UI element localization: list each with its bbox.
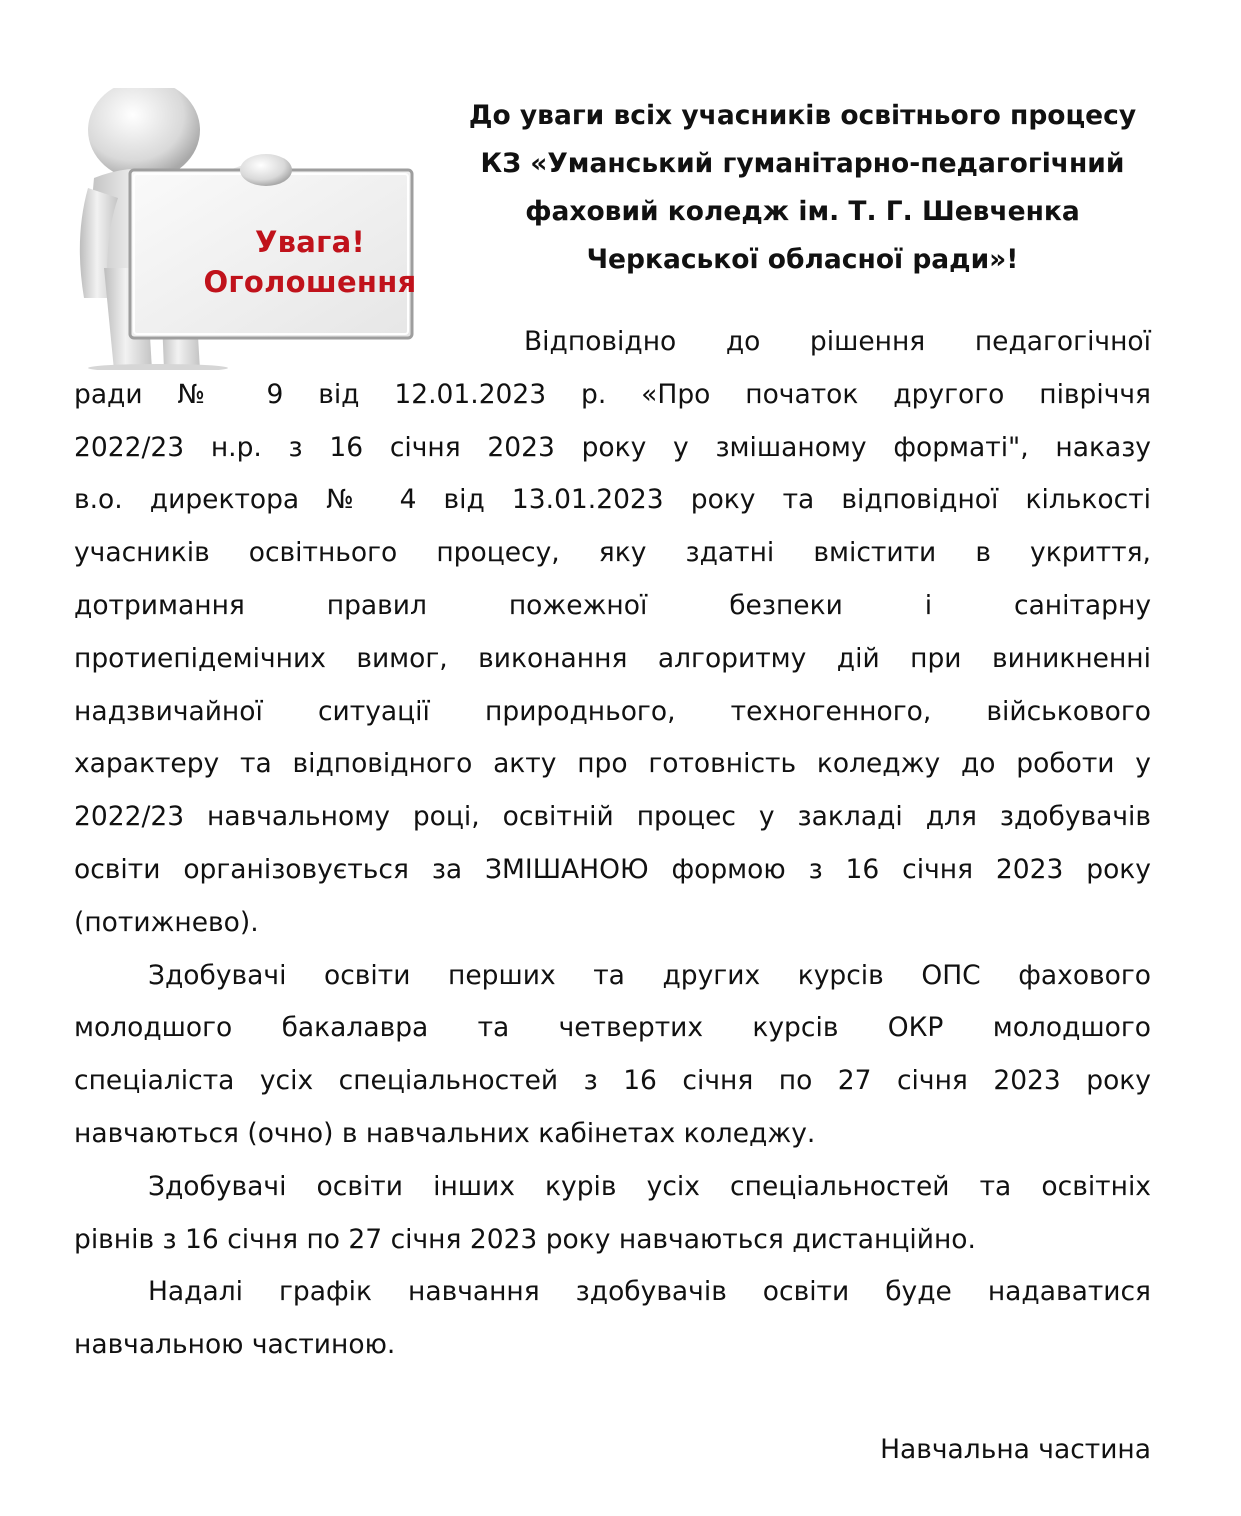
document-heading <box>430 92 1175 284</box>
paragraph-in-person <box>74 950 1151 1161</box>
paragraph-line: Відповідно до рішення педагогічної <box>524 326 1151 357</box>
sign-line-attention: Увага! <box>254 225 366 259</box>
paragraph-line: ради № 9 від 12.01.2023 р. «Про початок другого півріччя <box>74 378 1151 410</box>
paragraph-line: 2022/23 навчальному році, освітній процес у закладі для здобувачів <box>74 801 1151 833</box>
paragraph-line: навчаються (очно) в навчальних кабінетах коледжу. <box>74 1117 816 1149</box>
paragraph-line: 2022/23 н.р. з 16 січня 2023 року у змішаному форматі", наказу <box>74 431 1151 463</box>
paragraph-line: дотримання правил пожежної безпеки і санітарну <box>74 589 1151 621</box>
paragraph-line: освіти організовується за ЗМІШАНОЮ формою з 16 січня 2023 року <box>74 853 1151 885</box>
paragraph-line: молодшого бакалавра та четвертих курсів ОКР молодшого <box>74 1012 1151 1044</box>
heading-line-2: КЗ «Уманський гуманітарно-педагогічний <box>480 148 1125 179</box>
sign-line-announcement: Оголошення <box>203 265 417 299</box>
paragraph-remote <box>74 1161 1151 1267</box>
paragraph-line: протиепідемічних вимог, виконання алгоритму дій при виникненні <box>74 642 1151 674</box>
paragraph-line: в.о. директора № 4 від 13.01.2023 року та відповідної кількості <box>74 484 1151 516</box>
paragraph-line: характеру та відповідного акту про готовність коледжу до роботи у <box>74 748 1151 780</box>
paragraph-line: Здобувачі освіти інших курів усіх спеціальностей та освітніх <box>148 1170 1151 1202</box>
document-body <box>74 316 1151 1372</box>
paragraph-line: рівнів з 16 січня по 27 січня 2023 року навчаються дистанційно. <box>74 1223 976 1255</box>
paragraph-schedule <box>74 1266 1151 1372</box>
paragraph-decision <box>74 316 1151 950</box>
signature: Навчальна частина <box>880 1434 1151 1465</box>
paragraph-line: спеціаліста усіх спеціальностей з 16 січня по 27 січня 2023 року <box>74 1065 1151 1097</box>
paragraph-line: надзвичайної ситуації природнього, техногенного, військового <box>74 695 1151 727</box>
paragraph-line: навчальною частиною. <box>74 1329 396 1361</box>
heading-line-1: До уваги всіх учасників освітнього процесу <box>468 100 1137 131</box>
paragraph-line: Надалі графік навчання здобувачів освіти буде надаватися <box>148 1276 1151 1308</box>
paragraph-line: Здобувачі освіти перших та других курсів ОПС фахового <box>148 959 1151 991</box>
heading-line-4: Черкаської обласної ради»! <box>586 244 1019 275</box>
paragraph-line: учасників освітнього процесу, яку здатні вмістити в укриття, <box>74 537 1151 569</box>
heading-line-3: фаховий коледж ім. Т. Г. Шевченка <box>525 196 1080 227</box>
paragraph-line: (потижнево). <box>74 906 259 938</box>
sign-caption <box>202 222 418 302</box>
